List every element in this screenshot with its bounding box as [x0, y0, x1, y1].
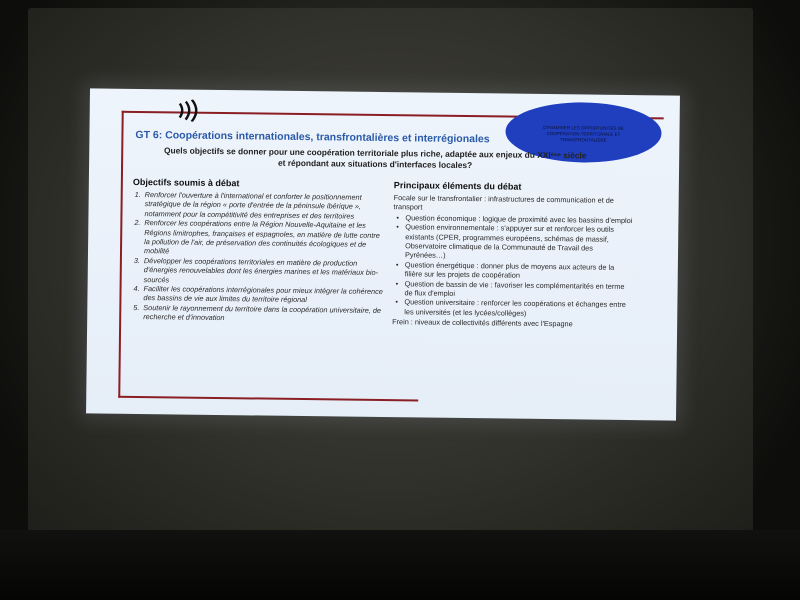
objectif-item [132, 190, 387, 221]
question-superscript: ème [550, 152, 561, 159]
elements-list [392, 213, 633, 319]
bullet-icon: • [396, 222, 399, 232]
sound-wave-icon [176, 99, 202, 121]
slide [86, 88, 680, 420]
objectif-text: Soutenir le rayonnement du territoire dans la coopération universitaire, de recherche et d'innovation [143, 302, 382, 323]
objectif-item [131, 303, 386, 325]
elements-intro: Focale sur le transfrontalier : infrastructures de communication et de transport [393, 193, 614, 212]
bullet-icon: • [395, 278, 399, 288]
objectif-number: 2. [134, 218, 141, 228]
objectifs-column [131, 177, 388, 325]
objectifs-heading: Objectifs soumis à débat [132, 176, 240, 189]
bullet-icon: • [395, 297, 399, 307]
element-item [393, 222, 633, 263]
elements-column [392, 180, 634, 330]
objectif-text: Développer les coopérations territoriales en matière de production d'énergies renouvelables dont les énergies marines et les matériaux bio-sourcés [143, 255, 379, 285]
badge-subtitle: DYNAMISER LES OPPORTUNITÉS DE COOPÉRATION TERRITORIALE ET TRANSFRONTALIÈRE [543, 124, 624, 143]
objectif-number: 3. [133, 255, 141, 265]
bullet-icon: • [396, 212, 400, 223]
objectif-item [132, 256, 387, 287]
frein-text: Frein : niveaux de collectivités différents avec l'Espagne [392, 317, 573, 329]
objectif-number: 1. [134, 189, 141, 200]
element-text: Question énergétique : donner plus de moyens aux acteurs de la filière sur les projets de coopération [404, 260, 615, 280]
bullet-icon: • [395, 260, 399, 270]
objectif-number: 4. [133, 284, 140, 294]
slide-title: GT 6: Coopérations internationales, transfrontalières et interrégionales [135, 128, 490, 146]
objectif-text: Faciliter les coopérations interrégionales pour mieux intégrer la cohérence des bassins de vie aux limites du territoire régional [143, 284, 383, 305]
question-line2: et répondant aux situations d'interfaces locales? [277, 157, 473, 171]
objectif-text: Renforcer les coopérations entre la Région Nouvelle-Aquitaine et les Régions limitrophes, françaises et espagnoles, en matière de lutte contre la pollution de l'air, de préservation des continuités écologiques et de mobilité [143, 218, 380, 256]
objectif-number: 5. [133, 302, 140, 312]
element-text: Question environnementale : s'appuyer sur et renforcer les outils existants (CPER, programmes européens, schémas de massif, Observatoire climatique de la Communauté de Travail des Pyrénées…) [404, 222, 615, 261]
element-text: Question de bassin de vie : favoriser les complémentarités en terme de flux d'emploi [404, 278, 625, 298]
elements-heading: Principaux éléments du débat [393, 180, 522, 192]
objectif-item [132, 218, 387, 259]
objectifs-list [131, 190, 388, 325]
audience-shadow [0, 530, 800, 600]
element-item [392, 298, 632, 320]
question-line1: Quels objectifs se donner pour une coopération territoriale plus riche, adaptée aux enjeux du XXI [163, 145, 551, 161]
question-line1-end: siècle [560, 150, 587, 161]
objectif-text: Renforcer l'ouverture à l'international et conforter le positionnement stratégique de la région « porte d'entrée de la péninsule ibérique », notamment pour la compétitivité des entreprises et des territoires [144, 190, 362, 221]
element-text: Question économique : logique de proximité avec les bassins d'emploi [405, 213, 633, 225]
element-text: Question universitaire : renforcer les coopérations et échanges entre les universités (et les lycées/collèges) [404, 297, 626, 318]
